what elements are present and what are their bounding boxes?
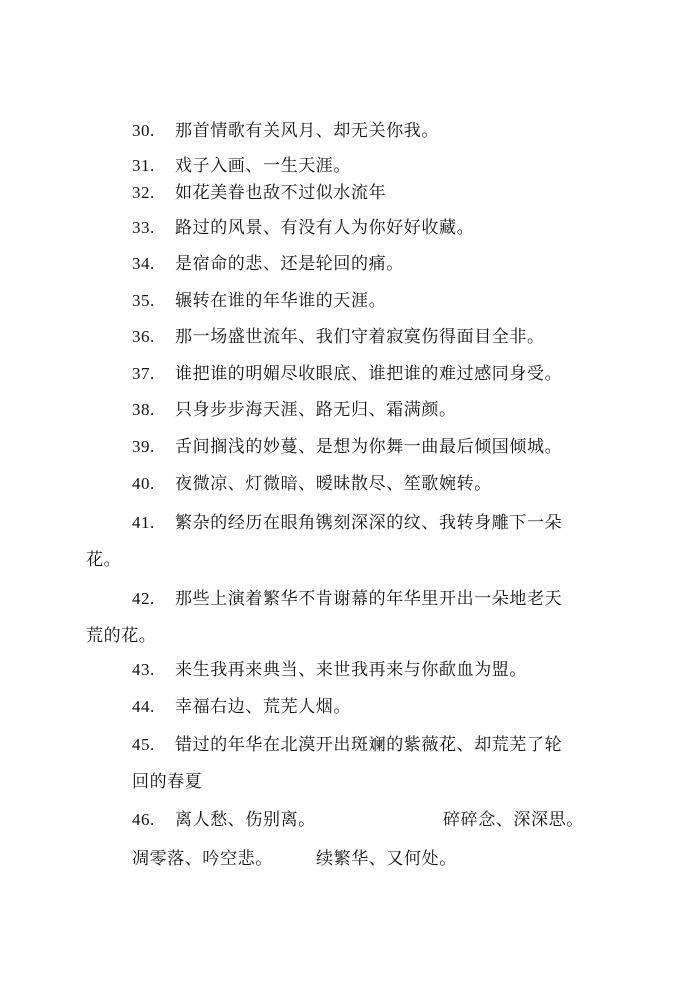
list-item-continuation <box>0 622 700 650</box>
item-text: 戏子入画、一生天涯。 <box>175 156 351 176</box>
item-text: 来生我再来典当、来世我再来与你歃血为盟。 <box>175 660 527 680</box>
list-item <box>0 152 700 180</box>
list-item-continuation <box>0 546 700 574</box>
item-text: 辗转在谁的年华谁的天涯。 <box>175 291 387 311</box>
item-number: 46. <box>132 810 155 829</box>
list-item <box>0 585 700 613</box>
item-text-continuation: 荒的花。 <box>86 626 157 646</box>
item-text: 那一场盛世流年、我们守着寂寞伤得面目全非。 <box>175 327 545 347</box>
list-item <box>0 287 700 315</box>
item-text: 那些上演着繁华不肯谢幕的年华里开出一朵地老天 <box>175 589 563 609</box>
item-text-continuation-b: 续繁华、又何处。 <box>316 849 457 869</box>
item-text-continuation: 回的春夏 <box>132 772 203 792</box>
item-text: 离人愁、伤别离。 <box>175 810 316 830</box>
list-item-continuation <box>0 768 700 796</box>
item-text-continuation: 凋零落、吟空悲。 <box>132 849 273 869</box>
item-text: 如花美眷也敌不过似水流年 <box>175 183 387 203</box>
item-number: 40. <box>132 474 155 493</box>
item-text-right: 碎碎念、深深思。 <box>443 810 584 830</box>
list-item <box>0 806 700 834</box>
item-text: 路过的风景、有没有人为你好好收藏。 <box>175 218 475 238</box>
item-number: 42. <box>132 589 155 608</box>
item-number: 34. <box>132 254 155 273</box>
list-item <box>0 323 700 351</box>
list-item <box>0 396 700 424</box>
list-item <box>0 656 700 684</box>
list-item <box>0 250 700 278</box>
list-item <box>0 470 700 498</box>
list-item <box>0 693 700 721</box>
item-number: 35. <box>132 291 155 310</box>
list-item <box>0 117 700 145</box>
list-item <box>0 509 700 537</box>
item-number: 45. <box>132 735 155 754</box>
list-item <box>0 360 700 388</box>
item-number: 38. <box>132 400 155 419</box>
item-number: 41. <box>132 513 155 532</box>
item-text: 幸福右边、荒芜人烟。 <box>175 697 351 717</box>
list-item <box>0 214 700 242</box>
item-text: 繁杂的经历在眼角镌刻深深的纹、我转身雕下一朵 <box>175 513 563 533</box>
item-text: 那首情歌有关风月、却无关你我。 <box>175 121 439 141</box>
list-item-continuation <box>0 845 700 873</box>
item-number: 36. <box>132 327 155 346</box>
item-text-continuation: 花。 <box>86 550 122 570</box>
list-item <box>0 179 700 207</box>
item-number: 31. <box>132 156 155 175</box>
item-number: 44. <box>132 697 155 716</box>
item-text: 错过的年华在北漠开出斑斓的紫薇花、却荒芜了轮 <box>175 735 563 755</box>
item-number: 39. <box>132 437 155 456</box>
item-number: 33. <box>132 218 155 237</box>
item-number: 37. <box>132 364 155 383</box>
item-number: 32. <box>132 183 155 202</box>
item-text: 是宿命的悲、还是轮回的痛。 <box>175 254 404 274</box>
list-item <box>0 731 700 759</box>
item-text: 夜微凉、灯微暗、暧昧散尽、笙歌婉转。 <box>175 474 492 494</box>
item-text: 只身步步海天涯、路无归、霜满颜。 <box>175 400 457 420</box>
item-number: 30. <box>132 121 155 140</box>
item-text: 舌间搁浅的妙蔓、是想为你舞一曲最后倾国倾城。 <box>175 437 563 457</box>
item-text: 谁把谁的明媚尽收眼底、谁把谁的难过感同身受。 <box>175 364 563 384</box>
item-number: 43. <box>132 660 155 679</box>
list-item <box>0 433 700 461</box>
